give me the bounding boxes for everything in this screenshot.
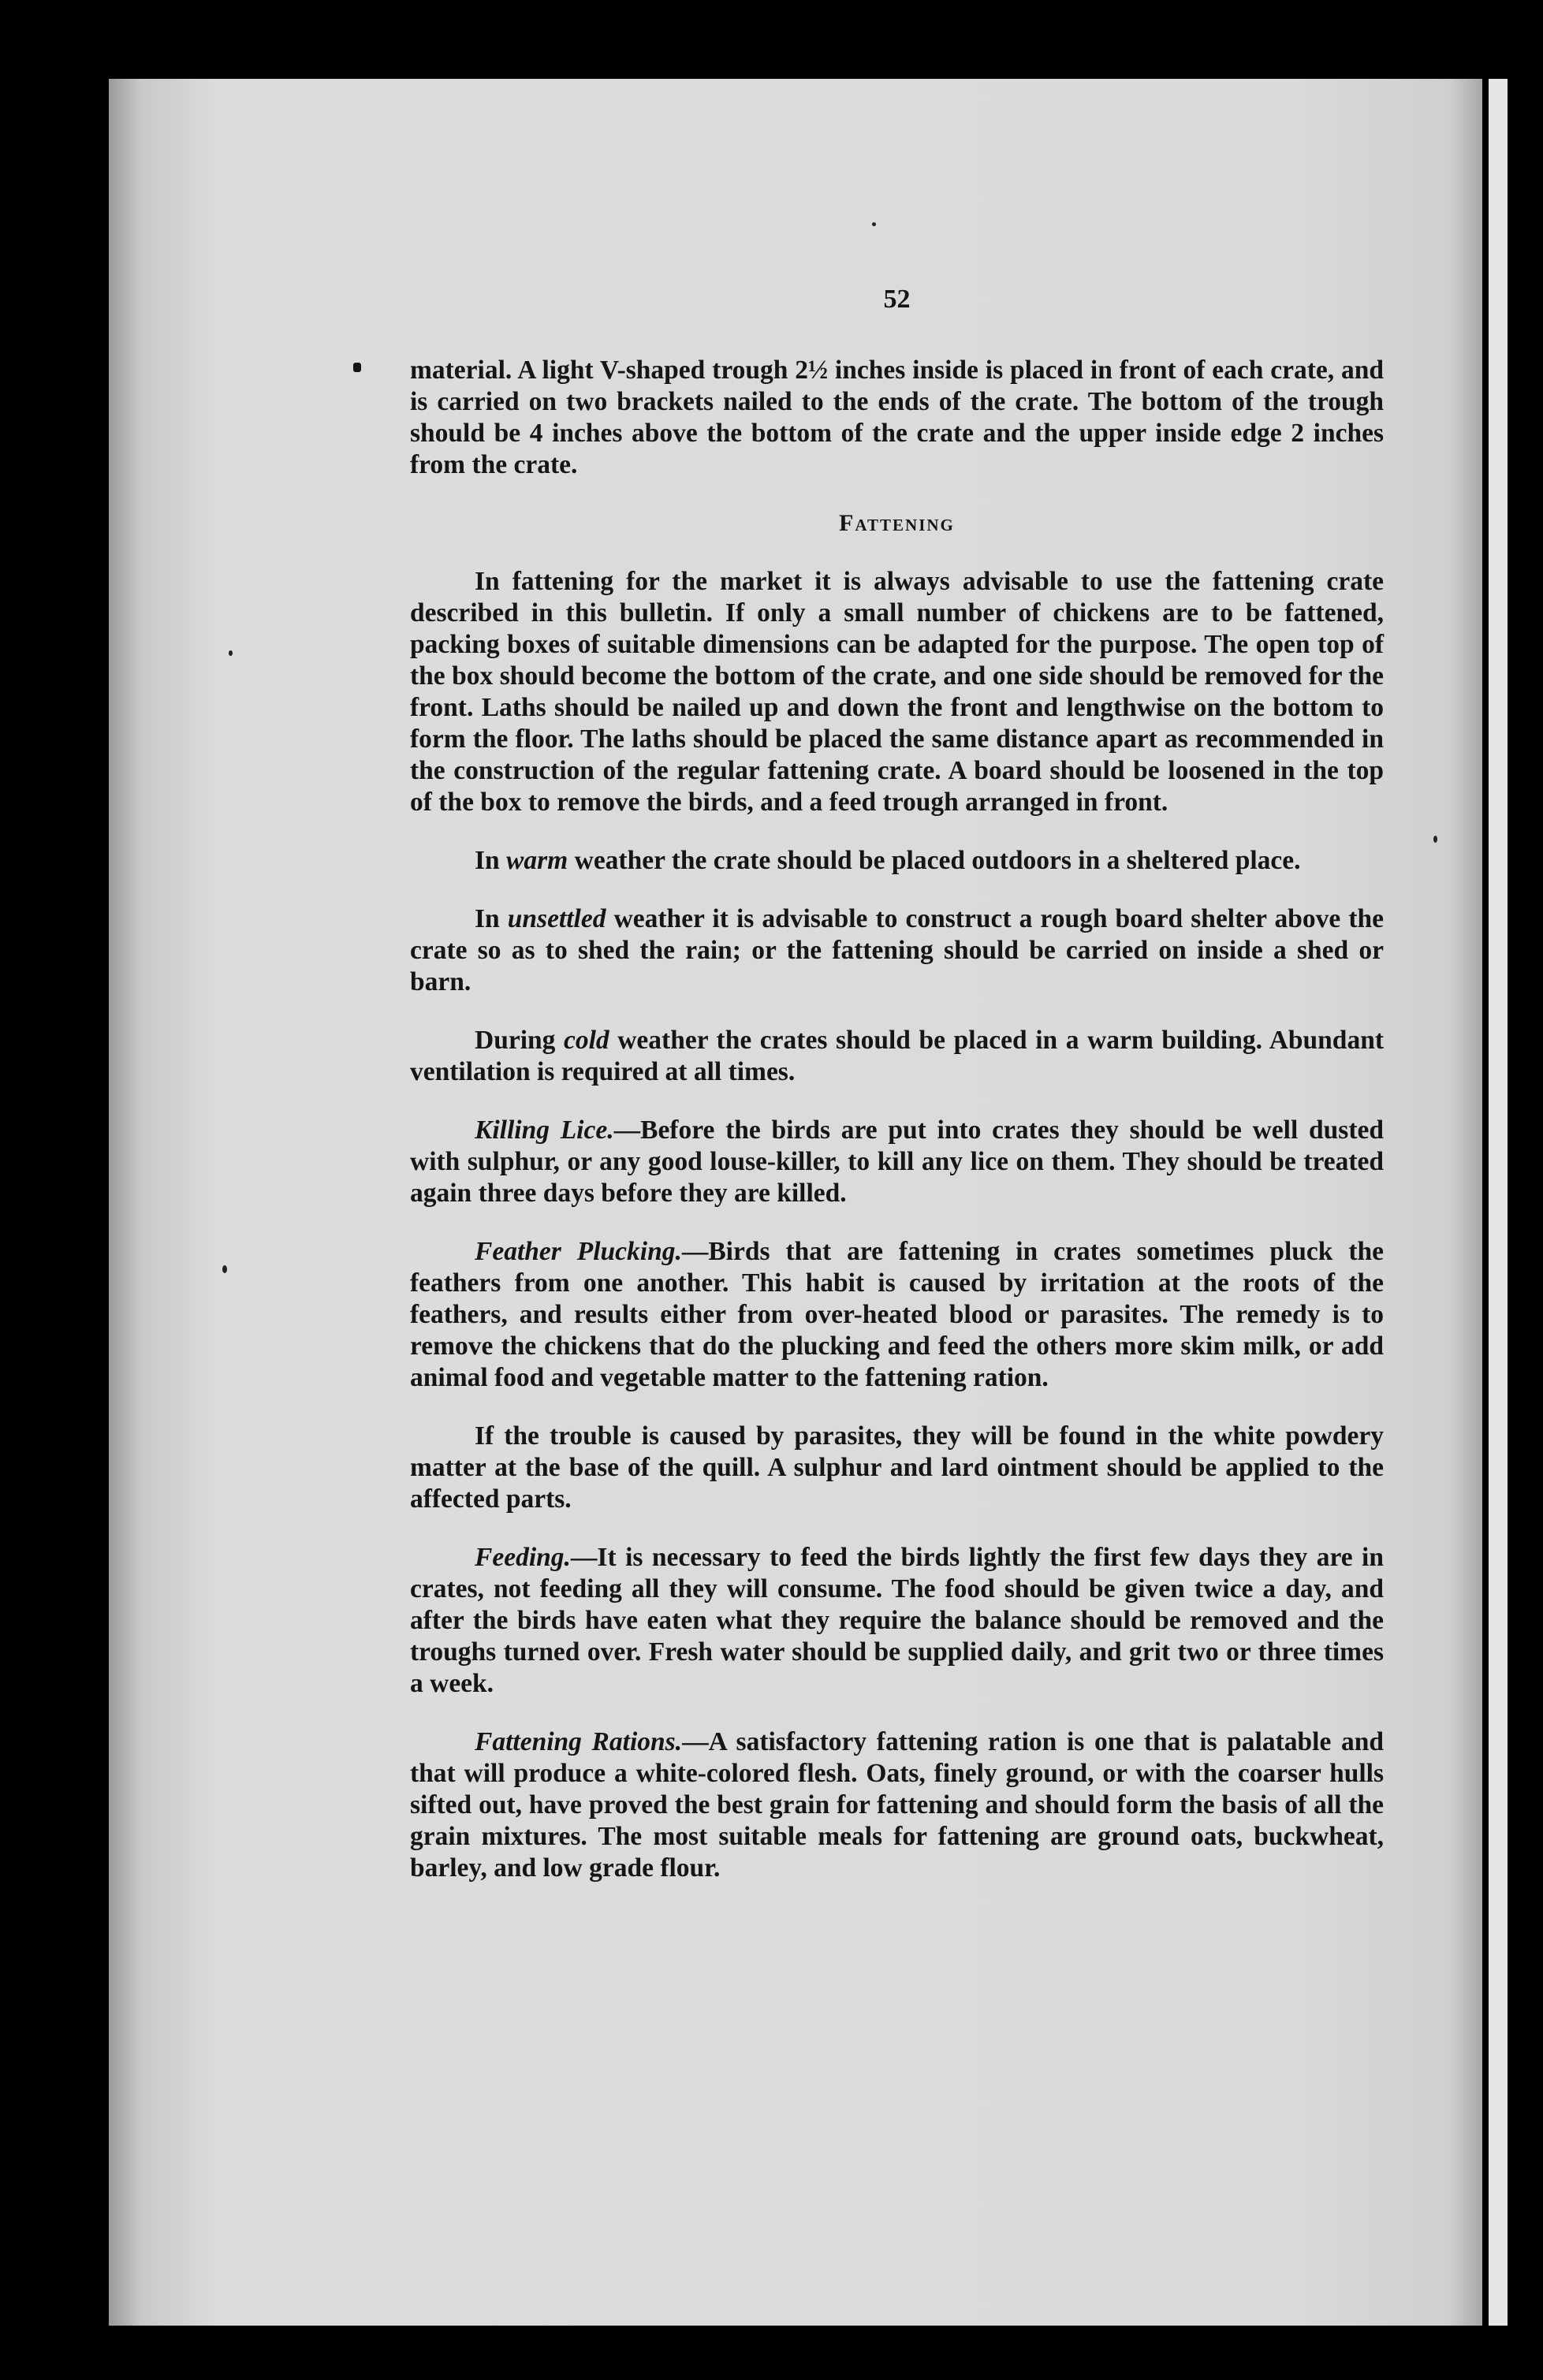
text-run: weather it is advisable to construct a rough board shelter above the crate so as to shed the rain; or the fattening should be carried on inside a shed or barn. <box>410 904 1384 996</box>
paragraph-fattening-crate: In fattening for the market it is always advisable to use the fattening crate described in this bulletin. If only a small number of chickens are to be fattened, packing boxes of suitable dimensions can be adapted for the purpose. The open top of the box should become the bottom of the crate, and one side should be removed for the front. Laths should be nailed up and down the front and lengthwise on the bottom to form the floor. The laths should be placed the same distance apart as recommended in the construction of the regular fattening crate. A board should be loosened in the top of the box to remove the birds, and a feed trough arranged in front. <box>410 567 1384 817</box>
emphasis-cold: cold <box>563 1026 609 1055</box>
paragraph-killing-lice <box>410 1115 1384 1209</box>
text-run: weather the crate should be placed outdoors in a sheltered place. <box>568 846 1301 875</box>
paragraph-fattening-rations <box>410 1726 1384 1884</box>
paragraph-unsettled-weather <box>410 903 1384 998</box>
emphasis-warm: warm <box>506 846 568 875</box>
text-run: —Birds that are fattening in crates sometimes pluck the feathers from one another. This habit is caused by irritation at the roots of the feathers, and results either from over-heated blood or parasites. The remedy is to remove the chickens that do the plucking and feed the others more skim milk, or add animal food and vegetable matter to the fattening ration. <box>410 1237 1384 1392</box>
run-in-heading-fattening-rations: Fattening Rations. <box>475 1727 683 1756</box>
dust-speck <box>1433 836 1437 843</box>
paragraph-feeding <box>410 1542 1384 1700</box>
text-run: —Before the birds are put into crates they should be well dusted with sulphur, or any good louse-killer, to kill any lice on them. They should be treated again three days before they are killed. <box>410 1116 1384 1208</box>
text-run: —It is necessary to feed the birds lightly the first few days they are in crates, not feeding all they will consume. The food should be given twice a day, and after the birds have eaten what they require the balance should be removed and the troughs turned over. Fresh water should be supplied daily, and grit two or three times a week. <box>410 1543 1384 1698</box>
page-content <box>410 284 1384 1911</box>
paragraph-parasites: If the trouble is caused by parasites, they will be found in the white powdery matter at the base of the quill. A sulphur and lard ointment should be applied to the affected parts. <box>410 1421 1384 1514</box>
run-in-heading-feeding: Feeding. <box>475 1543 571 1572</box>
dust-speck <box>222 1265 227 1273</box>
run-in-heading-feather-plucking: Feather Plucking. <box>475 1237 682 1266</box>
dust-speck <box>872 222 876 226</box>
paragraph-trough: material. A light V-shaped trough 2½ inches inside is placed in front of each crate, and is carried on two brackets nailed to the ends of the crate. The bottom of the trough should be 4 inches above the bottom of the crate and the upper inside edge 2 inches from the crate. <box>410 356 1384 479</box>
dust-speck <box>229 650 233 656</box>
emphasis-unsettled: unsettled <box>507 904 606 933</box>
text-run: During <box>475 1026 564 1055</box>
paragraph-feather-plucking <box>410 1236 1384 1394</box>
text-run: weather the crates should be placed in a warm building. Abundant ventilation is required at all times. <box>410 1026 1384 1086</box>
paragraph-cold-weather <box>410 1025 1384 1088</box>
text-run: —A satisfactory fattening ration is one that is palatable and that will produce a white-colored flesh. Oats, finely ground, or with the coarser hulls sifted out, have proved the best grain for fattening and should form the basis of all the grain mixtures. The most suitable meals for fattening are ground oats, buckwheat, barley, and low grade flour. <box>410 1727 1384 1883</box>
scan-border <box>1508 79 1543 2326</box>
text-run: In <box>475 904 508 933</box>
run-in-heading-killing-lice: Killing Lice. <box>475 1116 614 1145</box>
page-number: 52 <box>883 285 911 314</box>
section-heading-fattening: Fattening <box>839 510 955 536</box>
paragraph-warm-weather <box>410 845 1384 877</box>
margin-mark <box>353 363 361 372</box>
text-run: In <box>475 846 507 875</box>
